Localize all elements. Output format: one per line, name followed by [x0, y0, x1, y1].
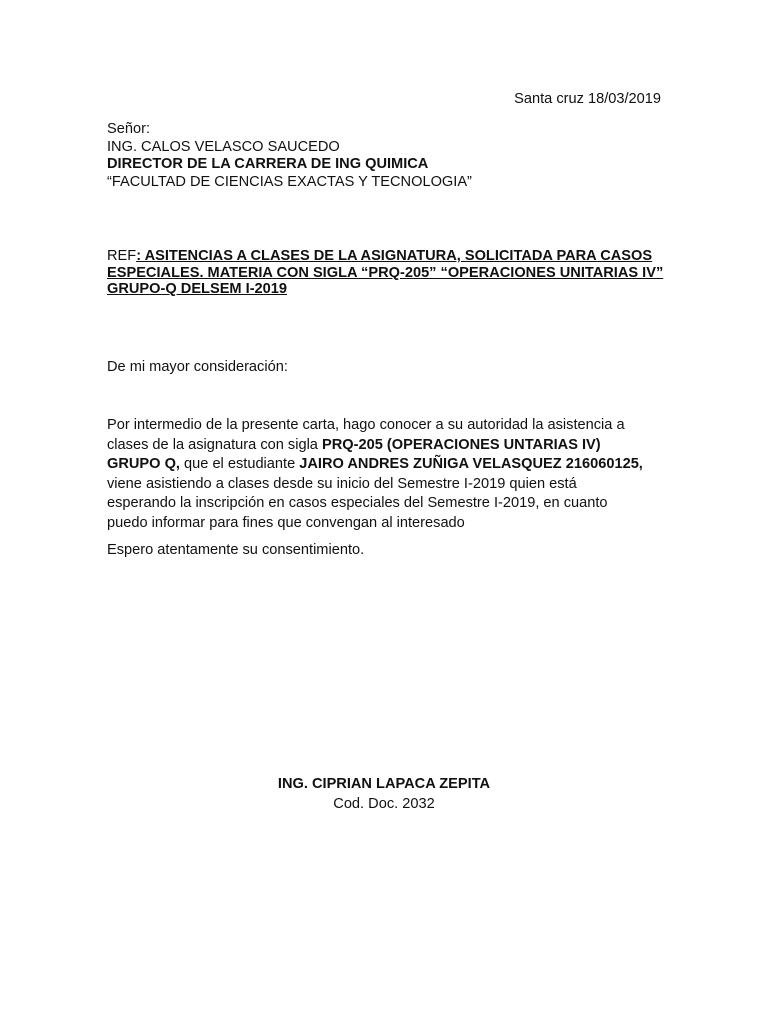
body-line: [107, 514, 677, 534]
greeting: De mi mayor consideración:: [107, 359, 288, 375]
reference-subject-line-1: ASITENCIAS A CLASES DE LA ASIGNATURA, SOLICITADA PARA CASOS: [141, 248, 653, 264]
letter-date: Santa cruz 18/03/2019: [514, 91, 661, 107]
course-code: PRQ-205 (OPERACIONES UNTARIAS IV): [321, 436, 601, 453]
reference-prefix: REF: [107, 248, 137, 264]
reference-line: [107, 281, 667, 298]
body-text: clases de la asignatura con sigla: [107, 436, 322, 453]
body-paragraph: [107, 416, 677, 533]
body-text: viene asistiendo a clases desde su inicio del Semestre I-2019 quien está: [107, 475, 577, 492]
recipient-name: ING. CALOS VELASCO SAUCEDO: [107, 139, 340, 155]
body-line: [107, 475, 677, 495]
closing-line: Espero atentamente su consentimiento.: [107, 542, 365, 558]
reference-subject-line-3: GRUPO-Q DELSEM I-2019: [107, 281, 288, 297]
body-text: que el estudiante: [179, 456, 300, 472]
body-line: [107, 455, 677, 475]
body-text: esperando la inscripción en casos especiales del Semestre I-2019, en cuanto: [107, 495, 608, 511]
body-line: [107, 416, 677, 436]
reference-subject-line-2: ESPECIALES. MATERIA CON SIGLA “PRQ-205” “OPERACIONES UNITARIAS IV”: [107, 264, 664, 281]
salutation: Señor:: [107, 121, 150, 137]
recipient-title: DIRECTOR DE LA CARRERA DE ING QUIMICA: [107, 156, 429, 172]
body-line: [107, 436, 677, 456]
body-text: Por intermedio de la presente carta, hago conocer a su autoridad la asistencia a: [107, 417, 625, 433]
reference-block: [107, 248, 667, 298]
signer-name: ING. CIPRIAN LAPACA ZEPITA: [277, 776, 491, 792]
reference-line: [107, 265, 667, 282]
signer-code: Cod. Doc. 2032: [333, 796, 435, 812]
reference-line: [107, 248, 667, 265]
recipient-faculty: “FACULTAD DE CIENCIAS EXACTAS Y TECNOLOGIA”: [107, 174, 472, 190]
course-group: GRUPO Q,: [107, 456, 180, 472]
reference-colon: :: [136, 248, 142, 264]
body-text: puedo informar para fines que convengan al interesado: [107, 514, 465, 531]
body-line: [107, 494, 677, 514]
student-name-id: JAIRO ANDRES ZUÑIGA VELASQUEZ 216060125,: [299, 456, 643, 472]
